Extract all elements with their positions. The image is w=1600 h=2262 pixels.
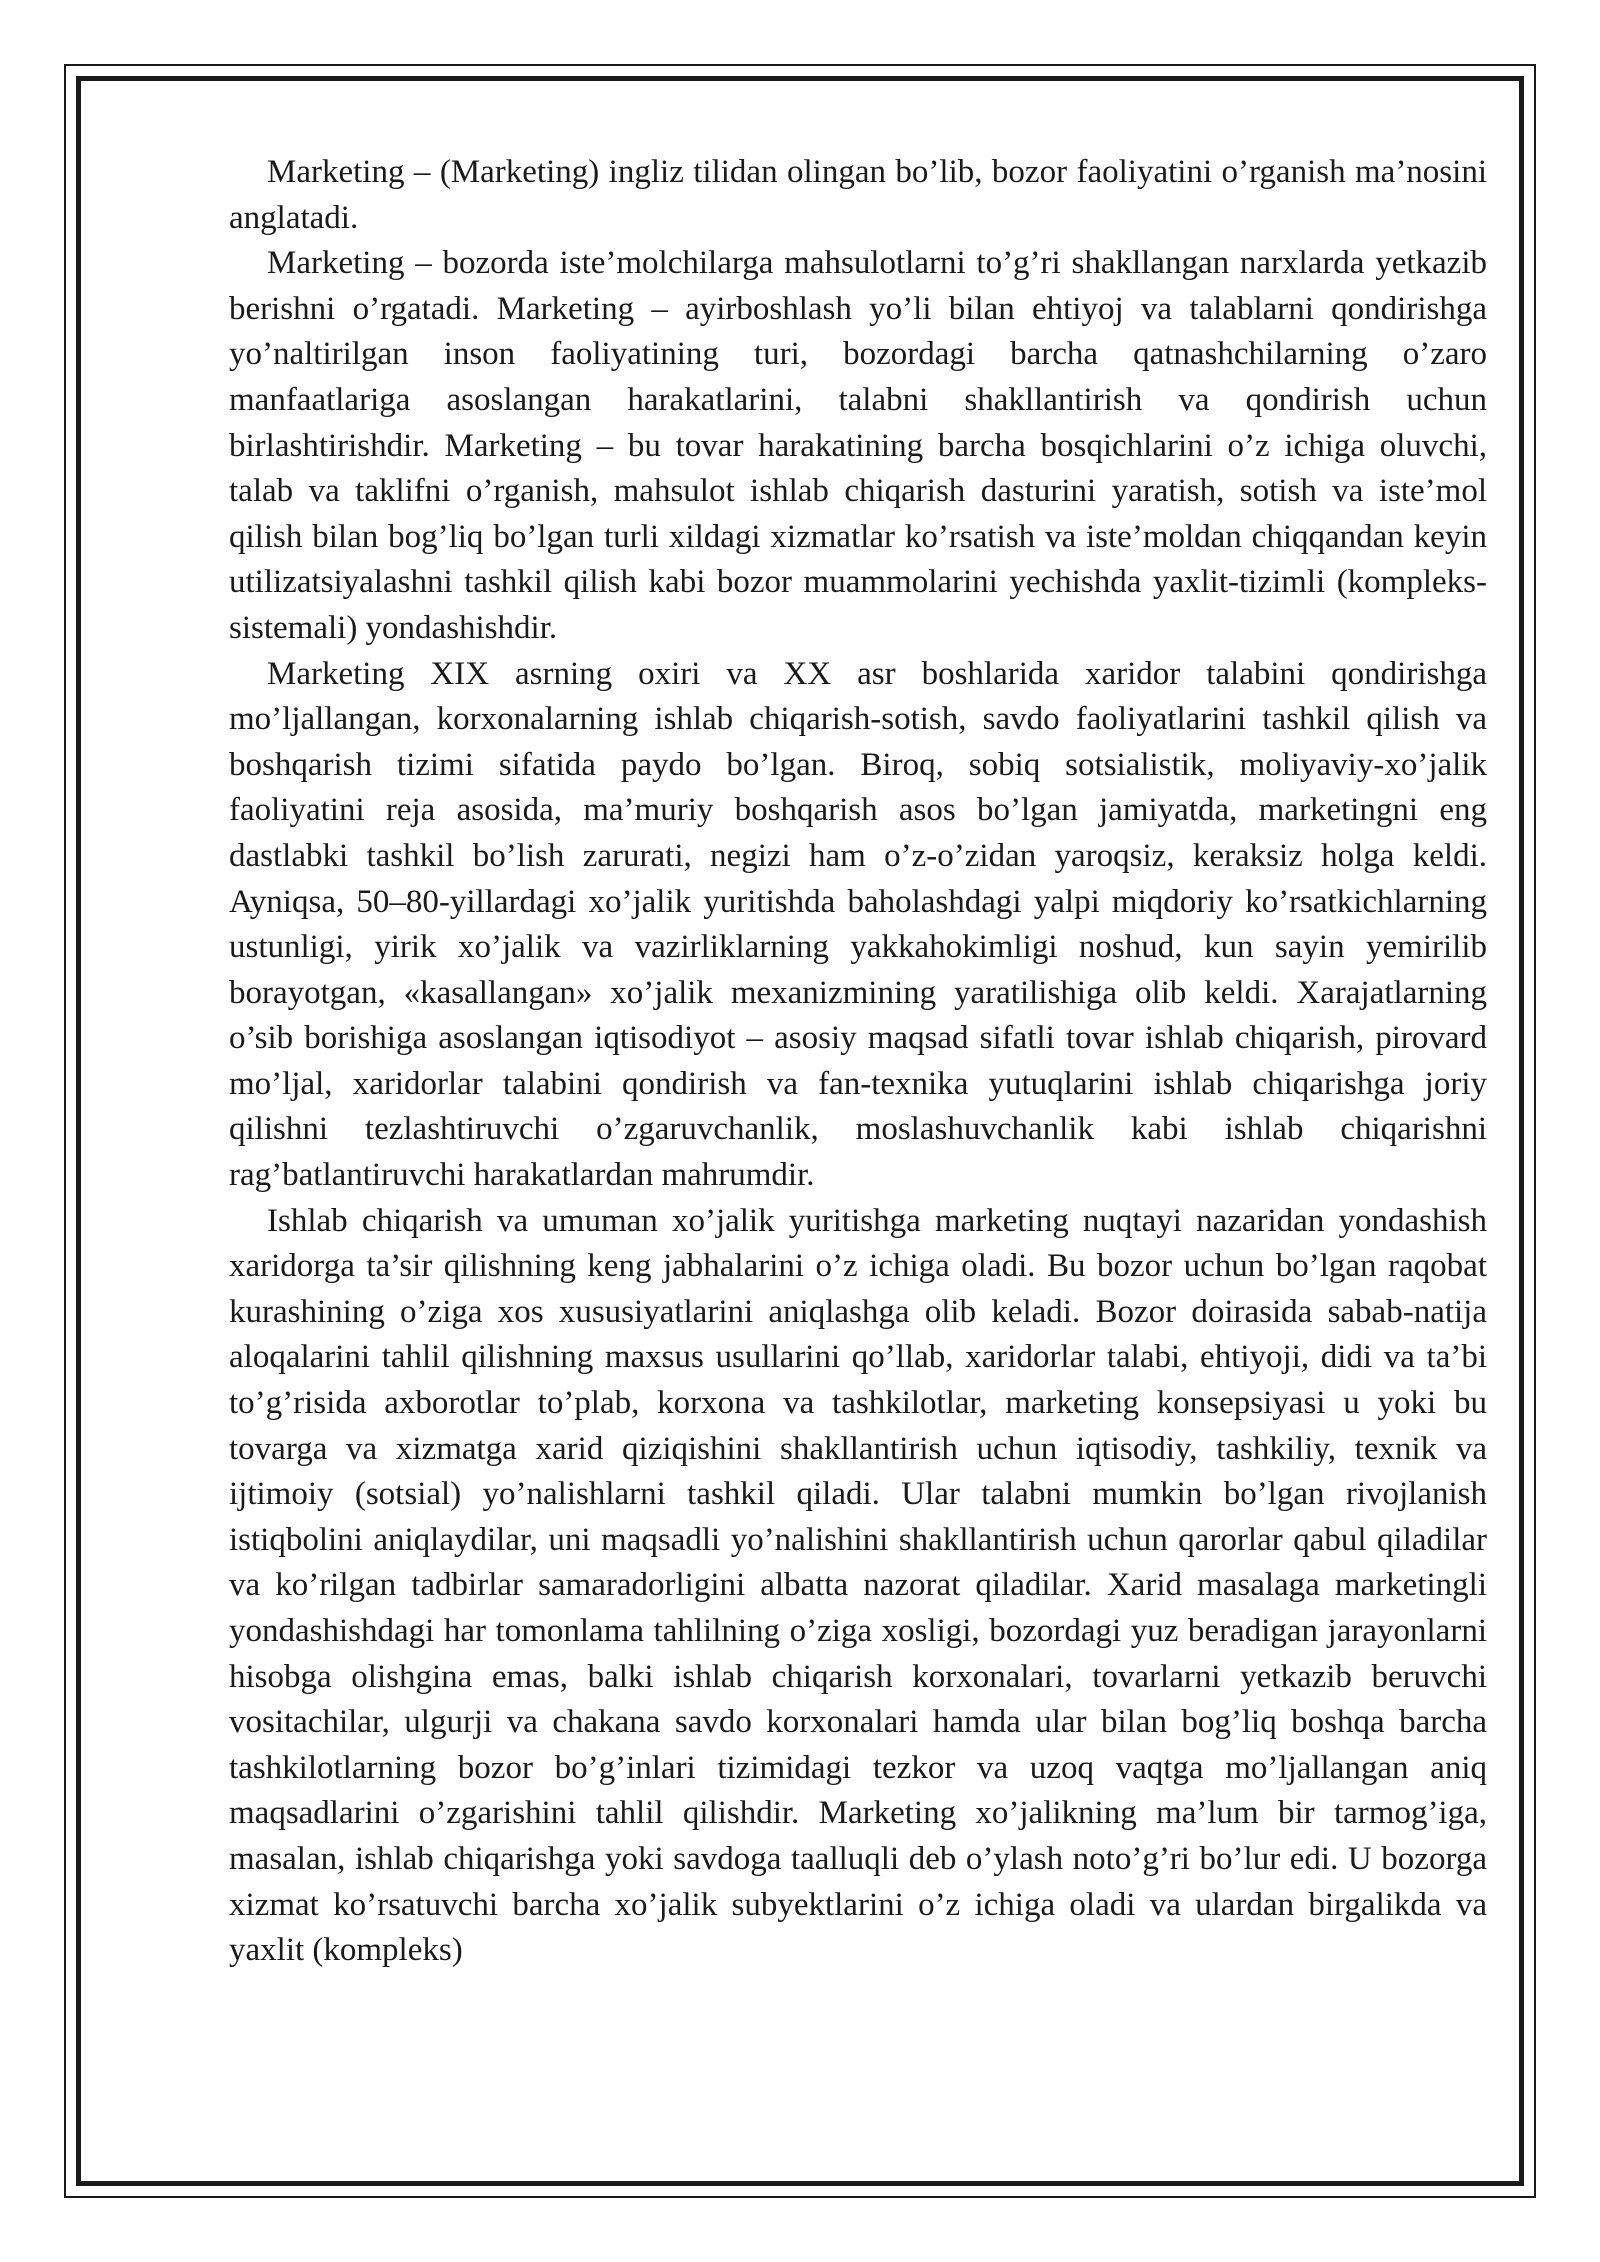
paragraph-3: Marketing XIX asrning oxiri va XX asr boshlarida xaridor talabini qondirishga mo’ljallangan, korxonalarning ishlab chiqarish-sotish, savdo faoliyatlarini tashkil qilish va boshqarish tizimi sifatida paydo bo’lgan. Biroq, sobiq sotsialistik, moliyaviy-xo’jalik faoliyatini reja asosida, ma’muriy boshqarish asos bo’lgan jamiyatda, marketingni eng dastlabki tashkil bo’lish zarurati, negizi ham o’z-o’zidan yaroqsiz, keraksiz holga keldi. Ayniqsa, 50–80-yillardagi xo’jalik yuritishda baholashdagi yalpi miqdoriy ko’rsatkichlarning ustunligi, yirik xo’jalik va vazirliklarning yakkahokimligi noshud, kun sayin yemirilib borayotgan, «kasallangan» xo’jalik mexanizmining yaratilishiga olib keldi. Xarajatlarning o’sib borishiga asoslangan iqtisodiyot – asosiy maqsad sifatli tovar ishlab chiqarish, pirovard mo’ljal, xaridorlar talabini qondirish va fan-texnika yutuqlarini ishlab chiqarishga joriy qilishni tezlashtiruvchi o’zgaruvchanlik, moslashuvchanlik kabi ishlab chiqarishni rag’batlantiruvchi harakatlardan mahrumdir. [229, 655, 1487, 1194]
paragraph-4: Ishlab chiqarish va umuman xo’jalik yuritishga marketing nuqtayi nazaridan yondashish xaridorga ta’sir qilishning keng jabhalarini o’z ichiga oladi. Bu bozor uchun bo’lgan raqobat kurashining o’ziga xos xususiyatlarini aniqlashga olib keladi. Bozor doirasida sabab-natija aloqalarini tahlil qilishning maxsus usullarini qo’llab, xaridorlar talabi, ehtiyoji, didi va ta’bi to’g’risida axborotlar to’plab, korxona va tashkilotlar, marketing konsepsiyasi u yoki bu tovarga va xizmatga xarid qiziqishini shakllantirish uchun iqtisodiy, tashkiliy, texnik va ijtimoiy (sotsial) yo’nalishlarni tashkil qiladi. Ular talabni mumkin bo’lgan rivojlanish istiqbolini aniqlaydilar, uni maqsadli yo’nalishini shakllantirish uchun qarorlar qabul qiladilar va ko’rilgan tadbirlar samaradorligini albatta nazorat qiladilar. Xarid masalaga marketingli yondashishdagi har tomonlama tahlilning o’ziga xosligi, bozordagi yuz beradigan jarayonlarni hisobga olishgina emas, balki ishlab chiqarish korxonalari, tovarlarni yetkazib beruvchi vositachilar, ulgurji va chakana savdo korxonalari hamda ular bilan bog’liq boshqa barcha tashkilotlarning bozor bo’g’inlari tizimidagi tezkor va uzoq vaqtga mo’ljallangan aniq maqsadlarini o’zgarishini tahlil qilishdir. Marketing xo’jalikning ma’lum bir tarmog’iga, masalan, ishlab chiqarishga yoki savdoga taalluqli deb o’ylash noto’g’ri bo’lur edi. U bozorga xizmat ko’rsatuvchi barcha xo’jalik subyektlarini o’z ichiga oladi va ulardan birgalikda va yaxlit (kompleks) [229, 1202, 1487, 1969]
paragraph-2: Marketing – bozorda iste’molchilarga mahsulotlarni to’g’ri shakllangan narxlarda yetkazib berishni o’rgatadi. Marketing – ayirboshlash yo’li bilan ehtiyoj va talablarni qondirishga yo’naltirilgan inson faoliyatining turi, bozordagi barcha qatnashchilarning o’zaro manfaatlariga asoslangan harakatlarini, talabni shakllantirish va qondirish uchun birlashtirishdir. Marketing – bu tovar harakatining barcha bosqichlarini o’z ichiga oluvchi, talab va taklifni o’rganish, mahsulot ishlab chiqarish dasturini yaratish, sotish va iste’mol qilish bilan bog’liq bo’lgan turli xildagi xizmatlar ko’rsatish va iste’moldan chiqqandan keyin utilizatsiyalashni tashkil qilish kabi bozor muammolarini yechishda yaxlit-tizimli (kompleks-sistemali) yondashishdir. [229, 245, 1487, 646]
paragraph-1: Marketing – (Marketing) ingliz tilidan olingan bo’lib, bozor faoliyatini o’rganish ma’nosini anglatadi. [229, 154, 1487, 236]
document-body [229, 150, 1487, 1974]
